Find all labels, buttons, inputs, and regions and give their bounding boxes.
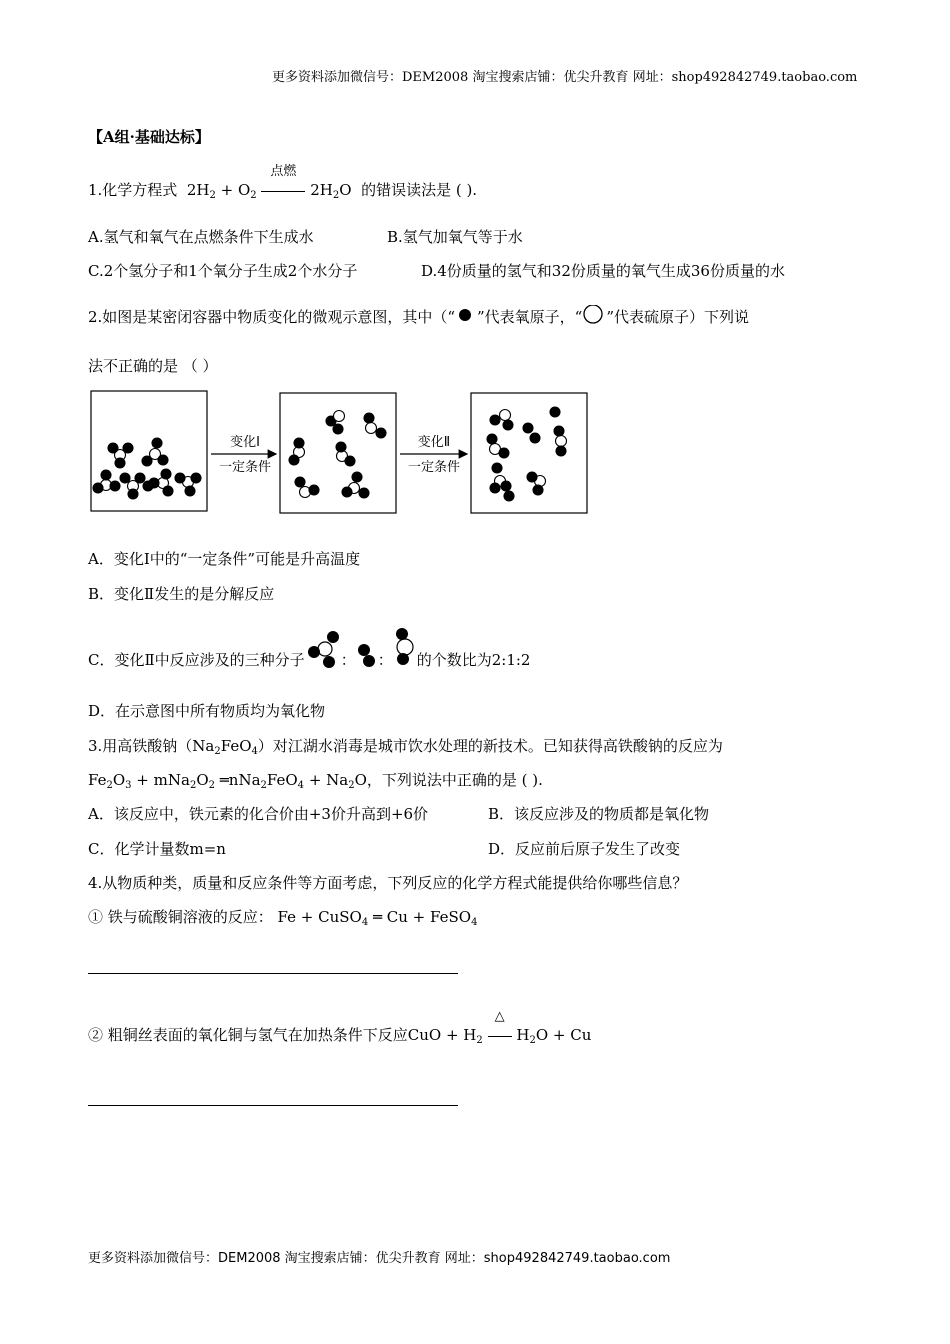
arrow2-label-top: 变化Ⅱ <box>417 435 451 450</box>
q3-option-a: A．该反应中，铁元素的化合价由+3价升高到+6价 <box>88 805 429 823</box>
molecule-so2-icon <box>393 621 417 673</box>
q1-suffix: 的错误读法是 ( ). <box>361 181 478 199</box>
arrow1-label-top: 变化Ⅰ <box>230 435 260 450</box>
sulfur-atom-icon <box>582 305 606 325</box>
diagram-box-3 <box>471 393 587 513</box>
q4-item1: ① 铁与硫酸铜溶液的反应： Fe + CuSO$_4$ ═ Cu + FeSO$_4$ <box>88 908 478 928</box>
q4-item2: ② 粗铜丝表面的氧化铜与氢气在加热条件下反应CuO + $H_2$ △ $H_2O + Cu$ <box>88 1009 592 1046</box>
q1-eq-left: $2H_2 + O_2$ <box>186 181 257 201</box>
q1-option-d: D.4份质量的氢气和32份质量的氧气生成36份质量的水 <box>421 262 785 280</box>
q2-stem-line1: 2.如图是某密闭容器中物质变化的微观示意图，其中（“ ”代表氧原子，“ ”代表硫原子）下列说 <box>88 305 749 327</box>
oxygen-atom-icon <box>455 307 477 325</box>
q2-option-b: B．变化Ⅱ发生的是分解反应 <box>88 585 275 603</box>
molecule-o2-icon <box>356 629 378 673</box>
box1-molecules <box>93 438 201 499</box>
q2-option-a: A．变化Ⅰ中的“一定条件”可能是升高温度 <box>88 550 361 568</box>
box3-molecules <box>487 407 567 501</box>
q4-answer-line-2[interactable] <box>88 1105 458 1106</box>
q4-stem: 4.从物质种类，质量和反应条件等方面考虑，下列反应的化学方程式能提供给你哪些信息？ <box>88 874 688 892</box>
q1-reaction-arrow: 点燃 <box>261 180 305 200</box>
section-title: 【A组·基础达标】 <box>88 128 210 146</box>
q2-option-c: C．变化Ⅱ中反应涉及的三种分子 ： ： 的个数比为2:1:2 <box>88 621 530 671</box>
q1-option-b: B.氢气加氧气等于水 <box>387 228 523 246</box>
q3-equation: $Fe_2O_3 + mNa_2O_2$ ═nNa$_2$FeO$_4$ + $Na_2O$，下列说法中正确的是 ( ). <box>88 771 543 791</box>
box2-molecules <box>289 411 386 499</box>
q1-prefix: 1.化学方程式 <box>88 181 178 199</box>
page-header: 更多资料添加微信号：DEM2008 淘宝搜索店铺：优尖升教育 网址：shop492842749.taobao.com <box>272 70 858 85</box>
q1-stem <box>88 164 478 201</box>
q1-option-a: A.氢气和氧气在点燃条件下生成水 <box>88 228 314 246</box>
q3-option-b: B．该反应涉及的物质都是氧化物 <box>488 805 710 823</box>
q2-stem-line2: 法不正确的是 （ ） <box>88 357 218 375</box>
q3-option-c: C．化学计量数m=n <box>88 840 226 858</box>
q4-heating-arrow: △ <box>488 1025 512 1045</box>
q4-answer-line-1[interactable] <box>88 973 458 974</box>
q2-option-d: D．在示意图中所有物质均为氧化物 <box>88 702 326 720</box>
molecule-diagram <box>88 388 608 518</box>
molecule-so3-icon <box>305 629 341 673</box>
q3-option-d: D．反应前后原子发生了改变 <box>488 840 681 858</box>
arrow1-label-bottom: 一定条件 <box>218 460 272 475</box>
q1-eq-right: $2H_2O$ <box>310 181 352 201</box>
page-footer: 更多资料添加微信号：DEM2008 淘宝搜索店铺：优尖升教育 网址：shop492842749.taobao.com <box>88 1251 671 1266</box>
arrow2-label-bottom: 一定条件 <box>407 460 461 475</box>
q1-option-c: C.2个氢分子和1个氧分子生成2个水分子 <box>88 262 358 280</box>
q3-stem: 3.用高铁酸钠$(Na_2FeO_4)$对江湖水消毒是城市饮水处理的新技术。已知获得高铁酸钠的反应为 <box>88 737 723 757</box>
